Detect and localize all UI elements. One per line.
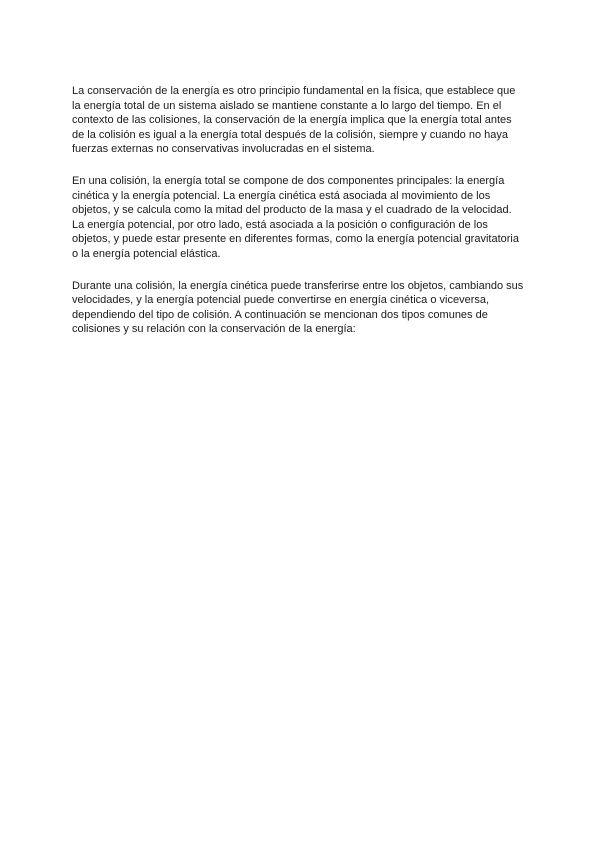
text-line: de la colisión es igual a la energía total después de la colisión, siempre y cuando no haya xyxy=(72,128,508,141)
text-line: La conservación de la energía es otro principio fundamental en la física, que establece que xyxy=(72,85,516,97)
text-line: objetos, y puede estar presente en diferentes formas, como la energía potencial gravitatoria xyxy=(72,233,519,246)
text-line: La energía potencial, por otro lado, está asociada a la posición o configuración de los xyxy=(72,218,488,231)
text-line: objetos, y se calcula como la mitad del producto de la masa y el cuadrado de la velocidad. xyxy=(72,204,512,217)
text-line: colisiones y su relación con la conservación de la energía: xyxy=(72,323,356,336)
text-line: contexto de las colisiones, la conservación de la energía implica que la energía total antes xyxy=(72,114,512,127)
text-line: o la energía potencial elástica. xyxy=(72,247,221,260)
paragraph-energy-transfer xyxy=(72,279,528,337)
text-line: dependiendo del tipo de colisión. A continuación se mencionan dos tipos comunes de xyxy=(72,308,488,321)
text-line: Durante una colisión, la energía cinética puede transferirse entre los objetos, cambiando sus xyxy=(72,279,524,292)
document-body xyxy=(72,84,528,354)
text-line: fuerzas externas no conservativas involucradas en el sistema. xyxy=(72,143,375,156)
paragraph-energy-components xyxy=(72,174,528,262)
text-line: cinética y la energía potencial. La energía cinética está asociada al movimiento de los xyxy=(72,189,491,202)
text-line: velocidades, y la energía potencial puede convertirse en energía cinética o viceversa, xyxy=(72,294,490,307)
text-line: la energía total de un sistema aislado se mantiene constante a lo largo del tiempo. En el xyxy=(72,99,502,112)
paragraph-energy-conservation xyxy=(72,84,528,157)
text-line: En una colisión, la energía total se compone de dos componentes principales: la energía xyxy=(72,174,505,187)
